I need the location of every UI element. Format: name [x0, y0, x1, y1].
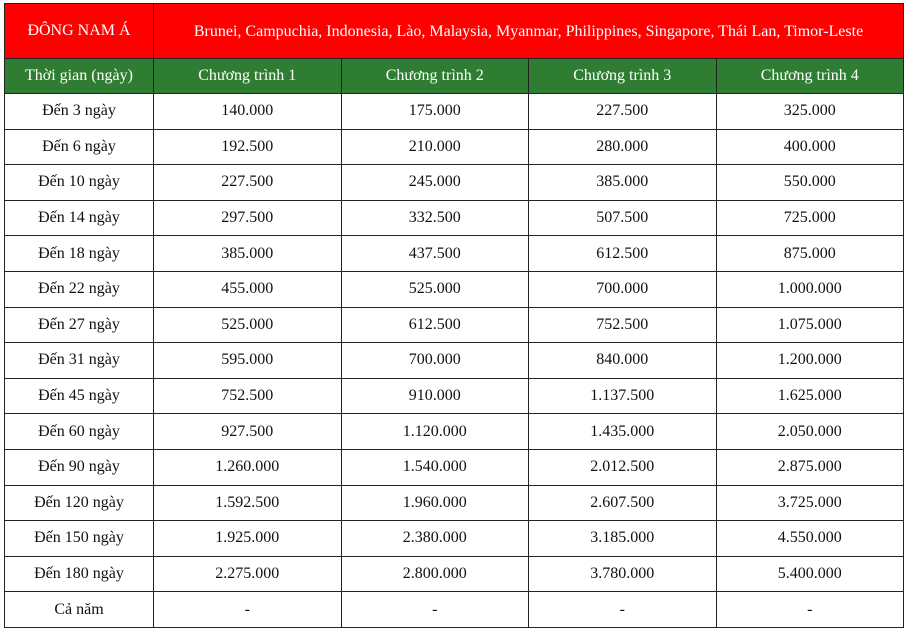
header-row — [5, 59, 904, 94]
table-row — [5, 414, 904, 450]
table-row — [5, 485, 904, 521]
price-cell-program-2: 2.380.000 — [341, 521, 529, 557]
duration-cell: Đến 18 ngày — [5, 236, 154, 272]
price-cell-program-2: 245.000 — [341, 165, 529, 201]
table-row — [5, 378, 904, 414]
duration-cell: Đến 27 ngày — [5, 307, 154, 343]
price-cell-program-2: 700.000 — [341, 343, 529, 379]
duration-cell: Đến 60 ngày — [5, 414, 154, 450]
price-cell-program-4: 1.075.000 — [716, 307, 904, 343]
program-1-header: Chương trình 1 — [154, 59, 342, 94]
price-cell-program-2: 1.120.000 — [341, 414, 529, 450]
duration-cell: Đến 14 ngày — [5, 200, 154, 236]
price-cell-program-4: 550.000 — [716, 165, 904, 201]
price-cell-program-4: 2.875.000 — [716, 449, 904, 485]
program-3-header: Chương trình 3 — [529, 59, 717, 94]
price-cell-program-3: 1.435.000 — [529, 414, 717, 450]
region-countries: Brunei, Campuchia, Indonesia, Lào, Malaysia, Myanmar, Philippines, Singapore, Thái Lan, Timor-Leste — [154, 4, 904, 59]
price-cell-program-1: 2.275.000 — [154, 556, 342, 592]
price-cell-program-4: 1.200.000 — [716, 343, 904, 379]
price-cell-program-1: 595.000 — [154, 343, 342, 379]
price-cell-program-1: 927.500 — [154, 414, 342, 450]
price-cell-program-1: 1.592.500 — [154, 485, 342, 521]
table-row — [5, 307, 904, 343]
duration-cell: Đến 22 ngày — [5, 271, 154, 307]
price-cell-program-4: 1.000.000 — [716, 271, 904, 307]
price-cell-program-3: 280.000 — [529, 129, 717, 165]
price-cell-program-1: 1.260.000 — [154, 449, 342, 485]
price-cell-program-3: 2.012.500 — [529, 449, 717, 485]
region-name: ĐÔNG NAM Á — [5, 4, 154, 59]
price-cell-program-3: 3.185.000 — [529, 521, 717, 557]
price-cell-program-4: 1.625.000 — [716, 378, 904, 414]
price-cell-program-2: 175.000 — [341, 94, 529, 130]
program-4-header: Chương trình 4 — [716, 59, 904, 94]
price-cell-program-2: 525.000 — [341, 271, 529, 307]
table-row — [5, 343, 904, 379]
price-cell-program-2: 210.000 — [341, 129, 529, 165]
price-cell-program-2: - — [341, 592, 529, 628]
price-cell-program-1: 455.000 — [154, 271, 342, 307]
table-row — [5, 521, 904, 557]
price-cell-program-3: 840.000 — [529, 343, 717, 379]
table-row — [5, 165, 904, 201]
price-cell-program-2: 612.500 — [341, 307, 529, 343]
table-row — [5, 200, 904, 236]
price-cell-program-3: 612.500 — [529, 236, 717, 272]
duration-cell: Cả năm — [5, 592, 154, 628]
table-row — [5, 592, 904, 628]
price-cell-program-4: 725.000 — [716, 200, 904, 236]
table-row — [5, 556, 904, 592]
price-cell-program-4: 400.000 — [716, 129, 904, 165]
duration-cell: Đến 3 ngày — [5, 94, 154, 130]
price-cell-program-1: 752.500 — [154, 378, 342, 414]
price-cell-program-4: 875.000 — [716, 236, 904, 272]
price-cell-program-4: - — [716, 592, 904, 628]
table-row — [5, 449, 904, 485]
price-cell-program-4: 4.550.000 — [716, 521, 904, 557]
table-row — [5, 236, 904, 272]
program-2-header: Chương trình 2 — [341, 59, 529, 94]
price-cell-program-2: 910.000 — [341, 378, 529, 414]
price-cell-program-3: 227.500 — [529, 94, 717, 130]
table-row — [5, 271, 904, 307]
price-cell-program-3: 700.000 — [529, 271, 717, 307]
price-cell-program-2: 437.500 — [341, 236, 529, 272]
price-cell-program-3: 2.607.500 — [529, 485, 717, 521]
price-cell-program-1: 140.000 — [154, 94, 342, 130]
region-row — [5, 4, 904, 59]
duration-cell: Đến 6 ngày — [5, 129, 154, 165]
duration-cell: Đến 150 ngày — [5, 521, 154, 557]
price-cell-program-1: 525.000 — [154, 307, 342, 343]
duration-cell: Đến 10 ngày — [5, 165, 154, 201]
duration-cell: Đến 45 ngày — [5, 378, 154, 414]
table-row — [5, 94, 904, 130]
price-cell-program-3: - — [529, 592, 717, 628]
price-cell-program-3: 1.137.500 — [529, 378, 717, 414]
pricing-table-body — [5, 4, 904, 628]
price-cell-program-1: - — [154, 592, 342, 628]
duration-cell: Đến 90 ngày — [5, 449, 154, 485]
price-cell-program-3: 385.000 — [529, 165, 717, 201]
duration-cell: Đến 120 ngày — [5, 485, 154, 521]
price-cell-program-3: 752.500 — [529, 307, 717, 343]
price-cell-program-1: 385.000 — [154, 236, 342, 272]
duration-cell: Đến 31 ngày — [5, 343, 154, 379]
price-cell-program-3: 3.780.000 — [529, 556, 717, 592]
price-cell-program-1: 192.500 — [154, 129, 342, 165]
duration-header: Thời gian (ngày) — [5, 59, 154, 94]
price-cell-program-2: 332.500 — [341, 200, 529, 236]
price-cell-program-1: 227.500 — [154, 165, 342, 201]
table-row — [5, 129, 904, 165]
price-cell-program-1: 1.925.000 — [154, 521, 342, 557]
duration-cell: Đến 180 ngày — [5, 556, 154, 592]
price-cell-program-4: 2.050.000 — [716, 414, 904, 450]
price-cell-program-2: 1.540.000 — [341, 449, 529, 485]
price-cell-program-4: 3.725.000 — [716, 485, 904, 521]
price-cell-program-2: 1.960.000 — [341, 485, 529, 521]
price-cell-program-1: 297.500 — [154, 200, 342, 236]
price-cell-program-2: 2.800.000 — [341, 556, 529, 592]
price-cell-program-3: 507.500 — [529, 200, 717, 236]
price-cell-program-4: 5.400.000 — [716, 556, 904, 592]
price-cell-program-4: 325.000 — [716, 94, 904, 130]
pricing-table — [4, 3, 904, 628]
